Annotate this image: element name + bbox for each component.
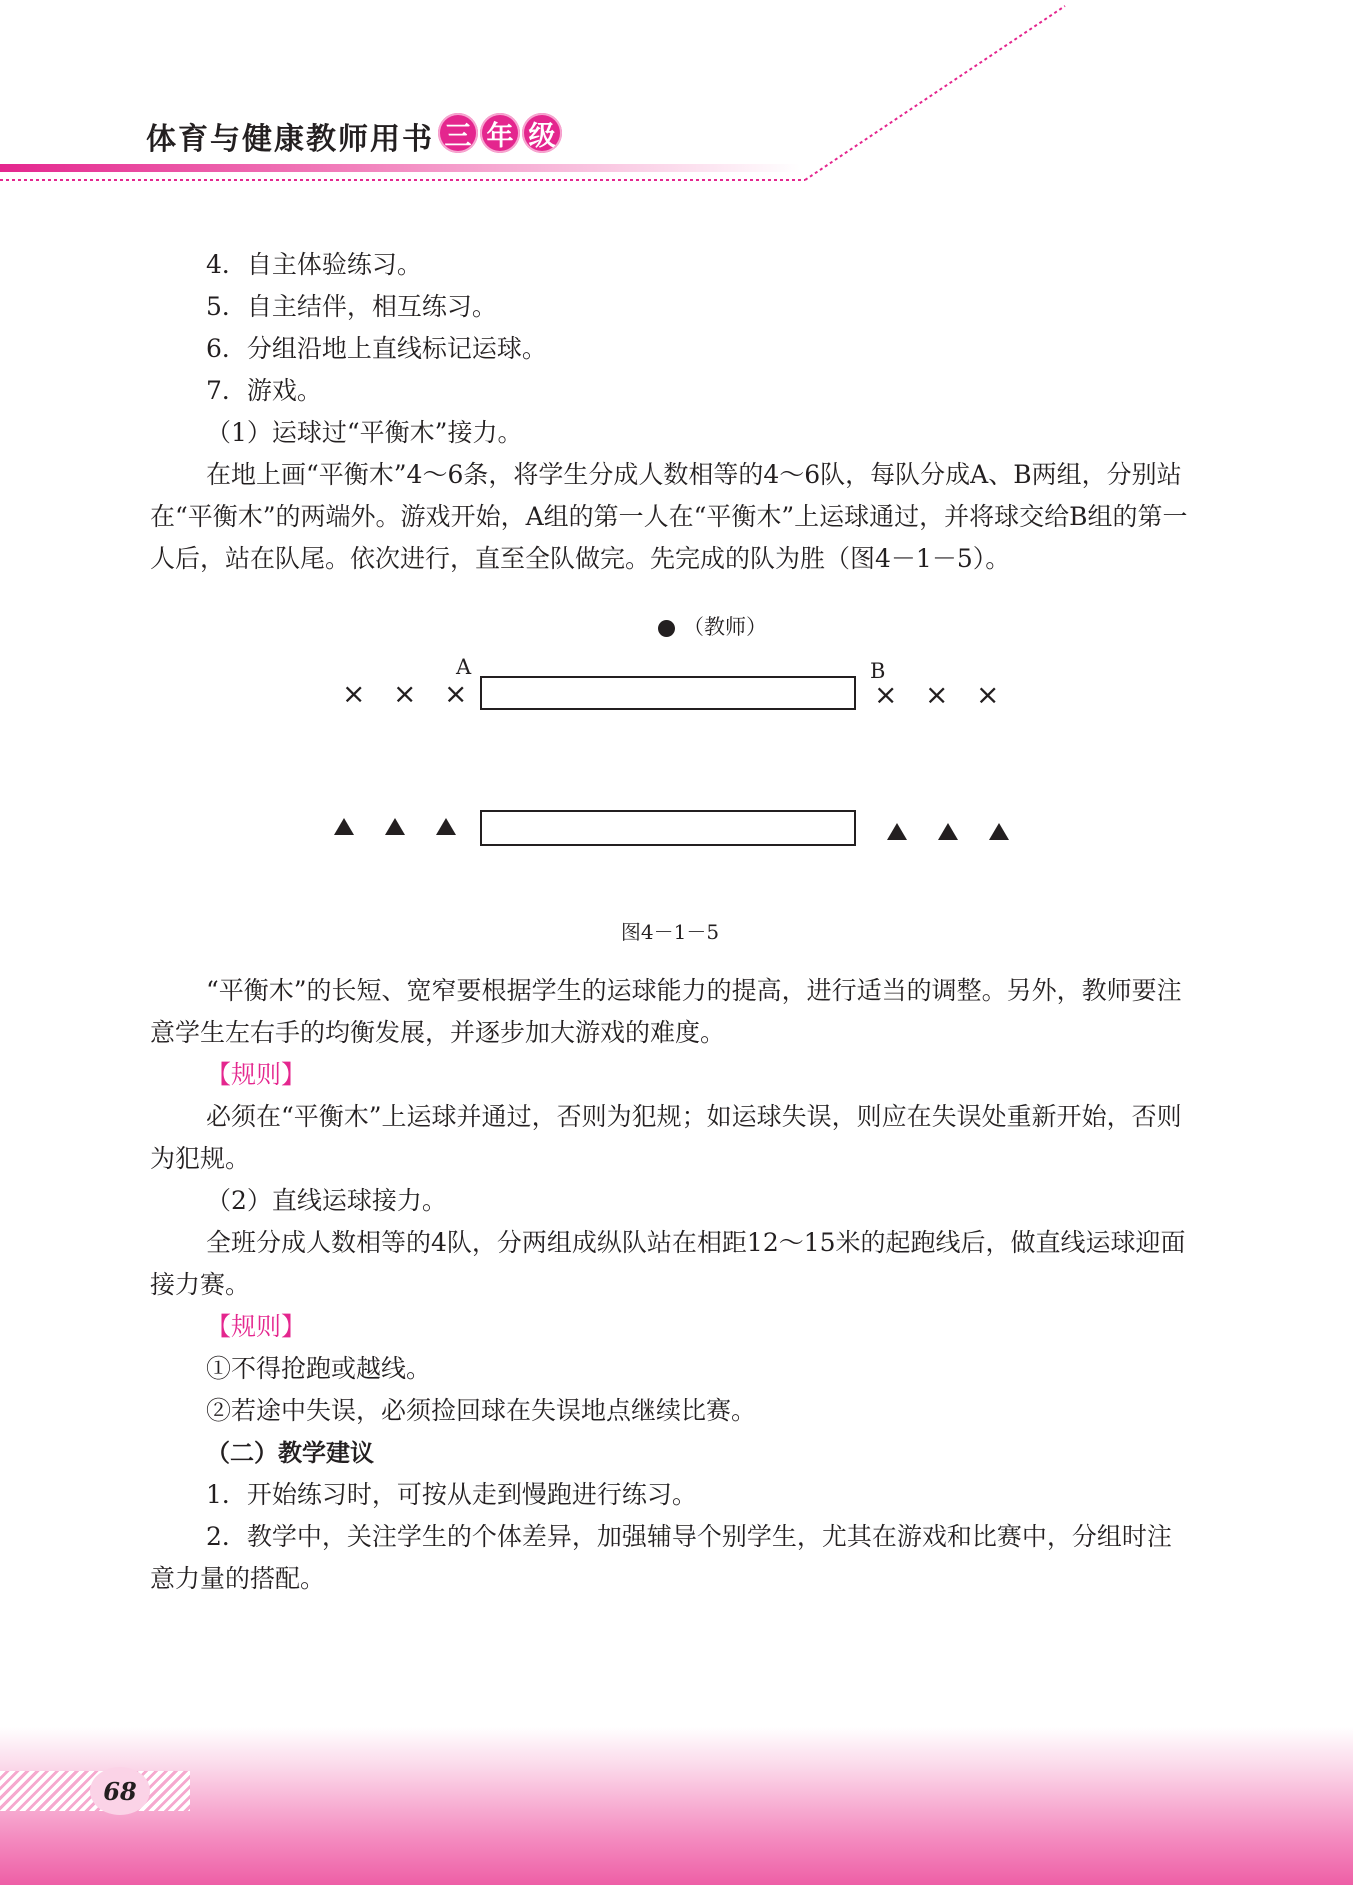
rule-item: ①不得抢跑或越线。	[206, 1354, 432, 1383]
cross-player-icon: ×	[444, 677, 468, 710]
list-item: 7．游戏。	[206, 376, 322, 405]
figure-caption: 图4－1－5	[620, 920, 720, 944]
game1-title: （1）运球过“平衡木”接力。	[206, 418, 523, 447]
game1-description: 在地上画“平衡木”4～6条，将学生分成人数相等的4～6队，每队分成A、B两组，分别站在“平衡木”的两端外。游戏开始，A组的第一人在“平衡木”上运球通过，并将球交给B组的第一人后，站在队尾。依次进行，直至全队做完。先完成的队为胜（图4－1－5）。	[150, 460, 1188, 573]
grade-badge	[438, 113, 562, 153]
page-number: 68	[90, 1767, 150, 1815]
suggestion-item: 2．教学中，关注学生的个体差异，加强辅导个别学生，尤其在游戏和比赛中，分组时注意力量的搭配。	[150, 1522, 1172, 1593]
cross-player-icon: ×	[874, 678, 898, 711]
triangle-player-icon	[334, 818, 354, 835]
triangle-player-icon	[436, 818, 456, 835]
section-title: （二）教学建议	[206, 1439, 374, 1467]
rule-heading: 【规则】	[206, 1312, 307, 1341]
teacher-label: （教师）	[683, 615, 767, 639]
cross-player-icon: ×	[925, 678, 949, 711]
triangle-player-icon	[385, 818, 405, 835]
cross-player-icon: ×	[393, 677, 417, 710]
grade-char: 年	[480, 113, 520, 153]
grade-char: 级	[522, 113, 562, 153]
cross-player-icon: ×	[342, 677, 366, 710]
header-decoration	[0, 0, 1353, 200]
rule-heading: 【规则】	[206, 1060, 307, 1089]
book-title: 体育与健康教师用书	[146, 122, 434, 157]
balance-beam-2	[480, 810, 856, 846]
triangle-player-icon	[887, 823, 907, 840]
rule-text: 必须在“平衡木”上运球并通过，否则为犯规；如运球失误，则应在失误处重新开始，否则为犯规。	[150, 1102, 1182, 1173]
game2-title: （2）直线运球接力。	[206, 1186, 447, 1215]
grade-char: 三	[438, 113, 478, 153]
group-b-label: B	[870, 659, 886, 683]
balance-beam-1	[480, 676, 856, 710]
header-dotted-diagonal	[805, 6, 1065, 180]
list-item: 5．自主结伴，相互练习。	[206, 292, 497, 321]
header-bar	[0, 164, 800, 172]
list-item: 6．分组沿地上直线标记运球。	[206, 334, 547, 363]
cross-player-icon: ×	[976, 678, 1000, 711]
figure-4-1-5	[150, 580, 1190, 970]
note-paragraph: “平衡木”的长短、宽窄要根据学生的运球能力的提高，进行适当的调整。另外，教师要注意学生左右手的均衡发展，并逐步加大游戏的难度。	[150, 976, 1182, 1047]
page-header	[0, 0, 1353, 200]
triangle-player-icon	[938, 823, 958, 840]
teacher-dot-icon	[658, 620, 675, 637]
game2-description: 全班分成人数相等的4队，分两组成纵队站在相距12～15米的起跑线后，做直线运球迎面接力赛。	[150, 1228, 1186, 1299]
suggestion-item: 1．开始练习时，可按从走到慢跑进行练习。	[206, 1480, 697, 1509]
page-footer	[0, 1727, 1353, 1885]
triangle-player-icon	[989, 823, 1009, 840]
figure-diagram	[150, 580, 1190, 910]
group-a-label: A	[456, 655, 472, 679]
page-content	[150, 244, 1190, 1600]
list-item: 4．自主体验练习。	[206, 250, 422, 279]
rule-item: ②若途中失误，必须捡回球在失误地点继续比赛。	[206, 1396, 757, 1425]
